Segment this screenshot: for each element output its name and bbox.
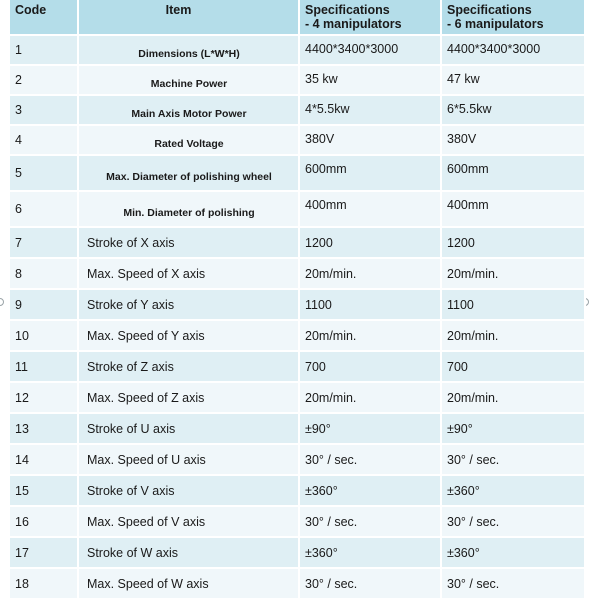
- cell-spec-6: 6*5.5kw: [442, 94, 586, 124]
- table-row: [10, 288, 586, 319]
- selection-handle-left[interactable]: [0, 298, 4, 306]
- cell-spec-4: 1100: [300, 288, 442, 319]
- cell-spec-6: 20m/min.: [442, 257, 586, 288]
- cell-item: Stroke of X axis: [79, 226, 300, 257]
- cell-spec-6: 700: [442, 350, 586, 381]
- cell-code: 12: [10, 381, 79, 412]
- cell-spec-6: ±360°: [442, 536, 586, 567]
- cell-spec-6: 4400*3400*3000: [442, 34, 586, 64]
- header-spec-6-line2: - 6 manipulators: [447, 17, 544, 31]
- cell-spec-4: 30° / sec.: [300, 567, 442, 598]
- cell-item: Main Axis Motor Power: [79, 94, 300, 124]
- cell-item: Max. Speed of Y axis: [79, 319, 300, 350]
- table-row: [10, 154, 586, 190]
- cell-code: 2: [10, 64, 79, 94]
- cell-spec-4: 380V: [300, 124, 442, 154]
- cell-spec-6: 400mm: [442, 190, 586, 226]
- cell-item: Stroke of U axis: [79, 412, 300, 443]
- cell-code: 7: [10, 226, 79, 257]
- cell-spec-6: 30° / sec.: [442, 567, 586, 598]
- table-row: [10, 443, 586, 474]
- cell-code: 4: [10, 124, 79, 154]
- cell-spec-4: 35 kw: [300, 64, 442, 94]
- cell-spec-6: 600mm: [442, 154, 586, 190]
- cell-spec-4: 30° / sec.: [300, 505, 442, 536]
- cell-item: Dimensions (L*W*H): [79, 34, 300, 64]
- cell-item: Max. Speed of Z axis: [79, 381, 300, 412]
- cell-spec-6: 380V: [442, 124, 586, 154]
- table-row: [10, 381, 586, 412]
- cell-spec-6: 20m/min.: [442, 319, 586, 350]
- cell-spec-4: 4*5.5kw: [300, 94, 442, 124]
- cell-spec-4: 1200: [300, 226, 442, 257]
- table-row: [10, 226, 586, 257]
- cell-item: Stroke of V axis: [79, 474, 300, 505]
- header-code: Code: [10, 0, 79, 34]
- cell-spec-4: ±360°: [300, 474, 442, 505]
- cell-spec-4: ±360°: [300, 536, 442, 567]
- cell-spec-4: 4400*3400*3000: [300, 34, 442, 64]
- cell-spec-6: 1100: [442, 288, 586, 319]
- header-spec-4-line2: - 4 manipulators: [305, 17, 402, 31]
- cell-item: Min. Diameter of polishing: [79, 190, 300, 226]
- cell-item: Max. Diameter of polishing wheel: [79, 154, 300, 190]
- cell-code: 10: [10, 319, 79, 350]
- cell-code: 13: [10, 412, 79, 443]
- table-row: [10, 94, 586, 124]
- cell-code: 3: [10, 94, 79, 124]
- cell-code: 11: [10, 350, 79, 381]
- cell-code: 8: [10, 257, 79, 288]
- cell-code: 16: [10, 505, 79, 536]
- header-spec-4: [300, 0, 442, 34]
- table-header-row: [10, 0, 586, 34]
- cell-code: 14: [10, 443, 79, 474]
- table-row: [10, 34, 586, 64]
- cell-code: 6: [10, 190, 79, 226]
- cell-item: Rated Voltage: [79, 124, 300, 154]
- cell-code: 15: [10, 474, 79, 505]
- header-spec-4-line1: Specifications: [305, 3, 390, 17]
- cell-spec-4: 600mm: [300, 154, 442, 190]
- cell-spec-6: ±90°: [442, 412, 586, 443]
- table-row: [10, 536, 586, 567]
- cell-spec-6: 47 kw: [442, 64, 586, 94]
- cell-spec-4: 30° / sec.: [300, 443, 442, 474]
- cell-spec-6: 20m/min.: [442, 381, 586, 412]
- cell-code: 9: [10, 288, 79, 319]
- cell-spec-6: ±360°: [442, 474, 586, 505]
- cell-code: 17: [10, 536, 79, 567]
- header-spec-6: [442, 0, 586, 34]
- cell-spec-6: 30° / sec.: [442, 443, 586, 474]
- table-row: [10, 505, 586, 536]
- table-row: [10, 190, 586, 226]
- table-row: [10, 567, 586, 598]
- cell-item: Max. Speed of X axis: [79, 257, 300, 288]
- header-spec-6-line1: Specifications: [447, 3, 532, 17]
- specifications-table: [10, 0, 586, 598]
- header-item: Item: [79, 0, 300, 34]
- cell-item: Stroke of Z axis: [79, 350, 300, 381]
- cell-spec-6: 30° / sec.: [442, 505, 586, 536]
- table-row: [10, 124, 586, 154]
- table-row: [10, 64, 586, 94]
- table-row: [10, 350, 586, 381]
- cell-spec-4: 400mm: [300, 190, 442, 226]
- cell-spec-4: 700: [300, 350, 442, 381]
- cell-item: Max. Speed of U axis: [79, 443, 300, 474]
- cell-item: Machine Power: [79, 64, 300, 94]
- cell-spec-4: 20m/min.: [300, 257, 442, 288]
- table-row: [10, 474, 586, 505]
- cell-item: Stroke of Y axis: [79, 288, 300, 319]
- cell-spec-6: 1200: [442, 226, 586, 257]
- table-row: [10, 257, 586, 288]
- cell-code: 1: [10, 34, 79, 64]
- table-row: [10, 319, 586, 350]
- cell-item: Stroke of W axis: [79, 536, 300, 567]
- table-row: [10, 412, 586, 443]
- cell-spec-4: 20m/min.: [300, 381, 442, 412]
- cell-item: Max. Speed of V axis: [79, 505, 300, 536]
- cell-item: Max. Speed of W axis: [79, 567, 300, 598]
- cell-spec-4: 20m/min.: [300, 319, 442, 350]
- cell-spec-4: ±90°: [300, 412, 442, 443]
- cell-code: 5: [10, 154, 79, 190]
- cell-code: 18: [10, 567, 79, 598]
